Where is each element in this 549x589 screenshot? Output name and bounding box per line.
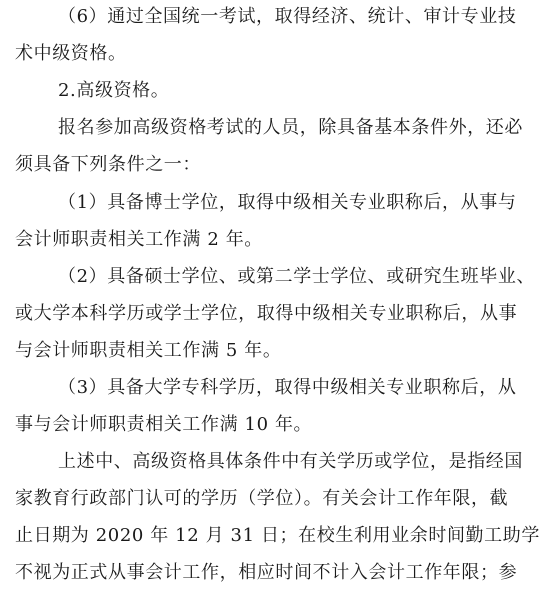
text-line: 家教育行政部门认可的学历（学位）。有关会计工作年限，截	[15, 488, 509, 509]
text-line: 或大学本科学历或学士学位，取得中级相关专业职称后，从事	[15, 303, 518, 324]
text-line: 须具备下列条件之一：	[15, 154, 201, 175]
text-line: （2）具备硕士学位、或第二学士学位、或研究生班毕业、	[58, 266, 536, 287]
text-line: （1）具备博士学位，取得中级相关专业职称后，从事与	[58, 192, 517, 213]
text-line: 止日期为 2020 年 12 月 31 日；在校生利用业余时间勤工助学	[15, 525, 540, 546]
text-line: 报名参加高级资格考试的人员，除具备基本条件外，还必	[58, 117, 523, 138]
text-line: 2.高级资格。	[58, 80, 170, 101]
text-line: 与会计师职责相关工作满 5 年。	[15, 340, 282, 361]
text-line: 上述中、高级资格具体条件中有关学历或学位，是指经国	[58, 451, 523, 472]
text-line: 事与会计师职责相关工作满 10 年。	[15, 414, 313, 435]
text-line: 会计师职责相关工作满 2 年。	[15, 229, 263, 250]
text-line: （6）通过全国统一考试，取得经济、统计、审计专业技	[58, 6, 517, 27]
text-line: 术中级资格。	[15, 43, 127, 64]
text-line: 不视为正式从事会计工作，相应时间不计入会计工作年限；参	[15, 562, 518, 583]
text-line: （3）具备大学专科学历，取得中级相关专业职称后，从	[58, 377, 517, 398]
